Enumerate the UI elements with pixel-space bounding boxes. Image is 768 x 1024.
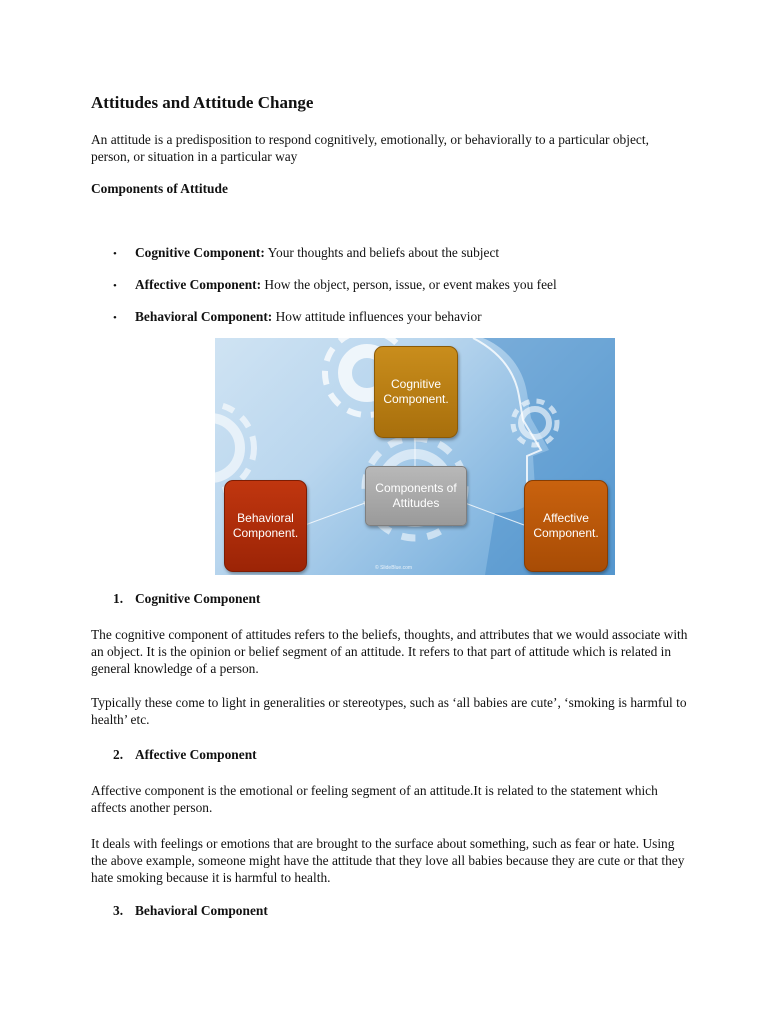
section-number: 1. [113,591,124,606]
section-title: Cognitive Component [135,591,261,606]
section-number: 2. [113,747,124,762]
affective-component-box: Affective Component. [524,480,608,572]
section-title: Affective Component [135,747,257,762]
cognitive-component-box: Cognitive Component. [374,346,458,438]
bullet-text: How the object, person, issue, or event makes you feel [261,277,557,292]
section-number: 3. [113,903,124,918]
behavioral-component-box: Behavioral Component. [224,480,307,572]
cognitive-paragraph-1: The cognitive component of attitudes refers to the beliefs, thoughts, and attributes that we would associate with an object. It is the opinion or belief segment of an attitude. It refers to that part of attitude which is related in general knowledge of a person. [91,627,688,676]
bullet-affective [113,276,557,295]
page-title: Attitudes and Attitude Change [91,93,314,112]
bullet-behavioral [113,308,482,327]
section-heading-cognitive [113,591,260,607]
figure-watermark: © SlideBlue.com [375,565,413,571]
bullet-text: Your thoughts and beliefs about the subject [264,245,500,260]
cognitive-paragraph-2: Typically these come to light in generalities or stereotypes, such as ‘all babies are cute’, ‘smoking is harmful to health’ etc. [91,695,687,727]
bullet-label: Behavioral Component: [135,309,273,324]
bullet-icon: • [113,248,117,260]
section-heading-behavioral [113,903,268,919]
section-title: Behavioral Component [135,903,268,918]
bullet-label: Cognitive Component: [135,245,265,260]
bullet-cognitive [113,244,499,263]
components-diagram [215,338,615,575]
bullet-icon: • [113,280,117,292]
affective-paragraph-2: It deals with feelings or emotions that are brought to the surface about something, such as fear or hate. Using the above example, someone might have the attitude that they love all babies because they are cute or that they hate smoking because it is harmful to health. [91,836,685,885]
bullet-icon: • [113,312,117,324]
affective-paragraph-1: Affective component is the emotional or feeling segment of an attitude.It is related to the statement which affects another person. [91,783,658,815]
bullet-label: Affective Component: [135,277,262,292]
components-center-box: Components of Attitudes [365,466,467,526]
components-heading: Components of Attitude [91,181,228,196]
intro-paragraph: An attitude is a predisposition to respond cognitively, emotionally, or behaviorally to a particular object, person, or situation in a particular way [91,132,649,164]
bullet-text: How attitude influences your behavior [272,309,482,324]
section-heading-affective [113,747,257,763]
